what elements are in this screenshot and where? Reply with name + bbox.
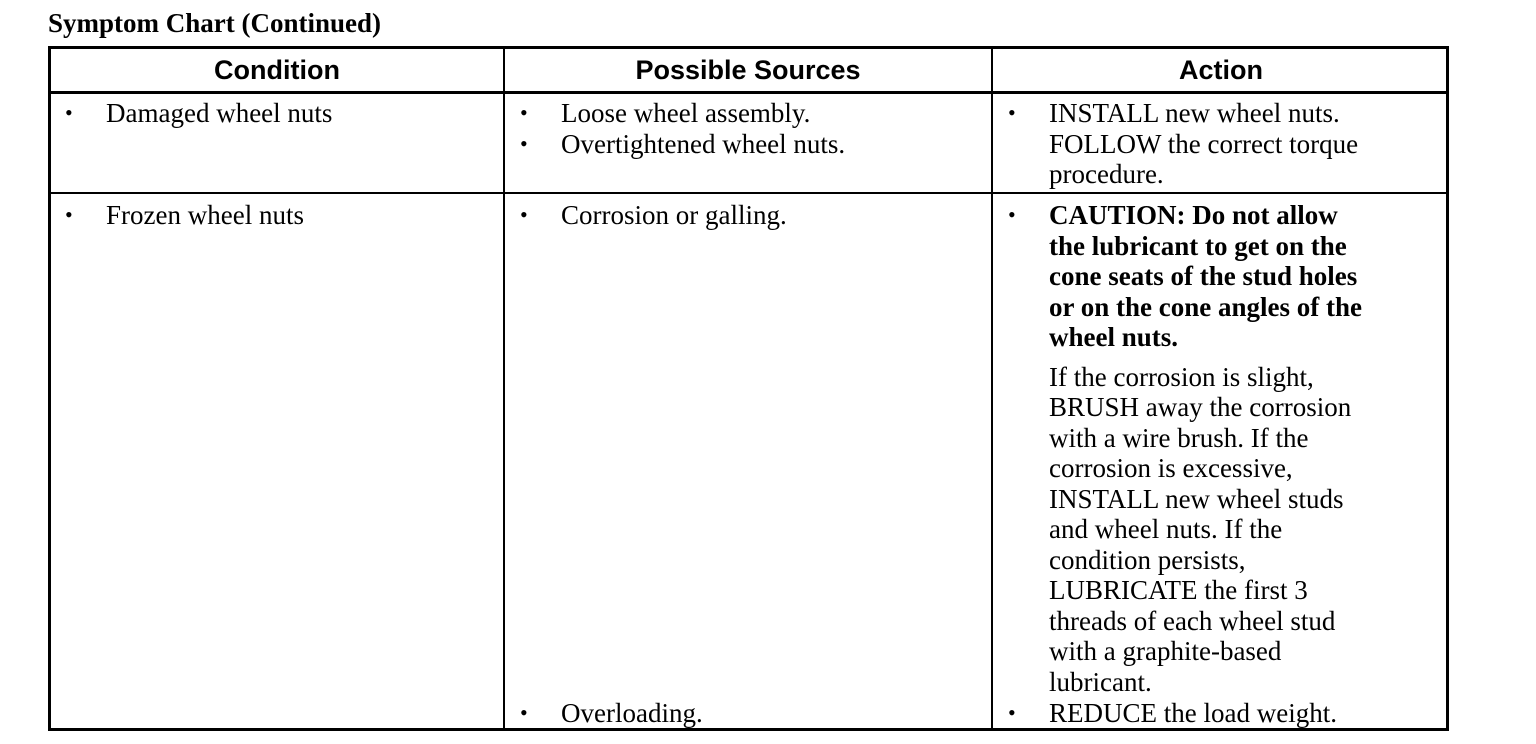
- action-line: FOLLOW the correct torque: [1049, 129, 1359, 159]
- caution-line: the lubricant to get on the: [1049, 231, 1347, 261]
- bullet: •: [520, 100, 528, 125]
- caution-line: wheel nuts.: [1049, 322, 1179, 352]
- action-line: condition persists,: [1049, 545, 1246, 575]
- caution-line: cone seats of the stud holes: [1049, 261, 1358, 291]
- action-line: INSTALL new wheel nuts.: [1049, 98, 1340, 128]
- condition-cell: Damaged wheel nuts: [106, 98, 333, 128]
- header-divider: [51, 91, 1446, 94]
- column-divider: [991, 49, 993, 728]
- bullet: •: [65, 202, 73, 227]
- action-line: REDUCE the load weight.: [1049, 698, 1337, 728]
- possible-sources-column-header: Possible Sources: [635, 55, 861, 85]
- column-divider: [503, 49, 505, 728]
- bullet: •: [520, 202, 528, 227]
- bullet: •: [65, 100, 73, 125]
- source-item: Corrosion or galling.: [561, 200, 787, 230]
- source-item: Loose wheel assembly.: [561, 98, 811, 128]
- action-line: lubricant.: [1049, 667, 1152, 697]
- symptom-chart-table: [48, 46, 1449, 731]
- action-column-header: Action: [1179, 55, 1263, 85]
- source-item: Overloading.: [561, 698, 703, 728]
- action-line: BRUSH away the corrosion: [1049, 392, 1352, 422]
- action-line: corrosion is excessive,: [1049, 453, 1293, 483]
- condition-cell: Frozen wheel nuts: [106, 200, 304, 230]
- action-line: and wheel nuts. If the: [1049, 514, 1283, 544]
- action-line: with a wire brush. If the: [1049, 423, 1309, 453]
- row-divider: [51, 192, 1446, 194]
- action-line: threads of each wheel stud: [1049, 606, 1336, 636]
- action-line: with a graphite-based: [1049, 636, 1282, 666]
- page-title: Symptom Chart (Continued): [48, 8, 382, 38]
- bullet: •: [520, 700, 528, 725]
- condition-column-header: Condition: [214, 55, 340, 85]
- action-line: LUBRICATE the first 3: [1049, 575, 1308, 605]
- caution-line: or on the cone angles of the: [1049, 292, 1362, 322]
- action-line: If the corrosion is slight,: [1049, 362, 1314, 392]
- action-line: INSTALL new wheel studs: [1049, 484, 1344, 514]
- caution-line: CAUTION: Do not allow: [1049, 200, 1338, 230]
- bullet: •: [1008, 100, 1016, 125]
- bullet: •: [1008, 202, 1016, 227]
- action-line: procedure.: [1049, 159, 1164, 189]
- bullet: •: [1008, 700, 1016, 725]
- bullet: •: [520, 131, 528, 156]
- source-item: Overtightened wheel nuts.: [561, 129, 846, 159]
